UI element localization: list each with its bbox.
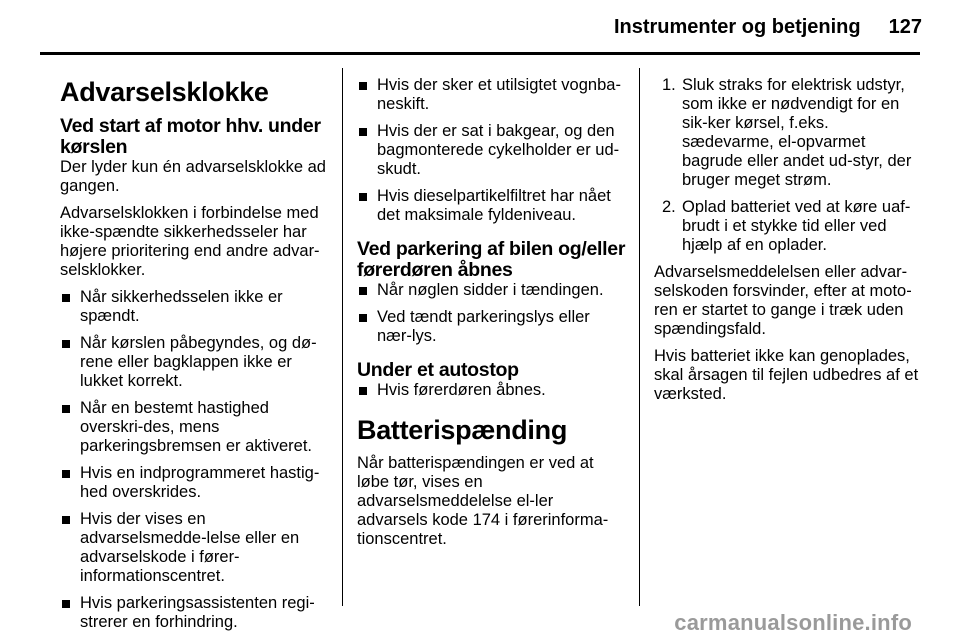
paragraph: Der lyder kun én advarselsklokke ad gangen. <box>60 158 326 195</box>
list-item: Når kørslen påbegyndes, og dø-rene eller bagklappen ikke er lukket korrekt. <box>60 334 328 391</box>
bullet-square-icon <box>359 387 367 395</box>
bullet-list <box>357 76 627 225</box>
column-divider <box>639 68 640 606</box>
bullet-square-icon <box>359 287 367 295</box>
bullet-list <box>60 288 328 632</box>
list-item: Hvis en indprogrammeret hastig-hed overskrides. <box>60 464 328 502</box>
bullet-square-icon <box>359 193 367 201</box>
page-number: 127 <box>888 16 922 38</box>
column-1 <box>60 76 328 640</box>
header-rule <box>40 52 920 55</box>
paragraph: Advarselsklokken i forbindelse med ikke-spændte sikkerhedsseler har højere prioritering end andre advar-selsklokker. <box>60 204 320 279</box>
list-item: Når nøglen sidder i tændingen. <box>357 281 627 300</box>
column-2 <box>357 76 627 557</box>
bullet-square-icon <box>359 314 367 322</box>
paragraph: Hvis batteriet ikke kan genoplades, skal årsagen til fejlen udbedres af et værksted. <box>654 347 919 403</box>
bullet-square-icon <box>62 516 70 524</box>
list-item: Hvis der vises en advarselsmedde-lelse eller en advarselskode i fører-informationscentret. <box>60 510 328 586</box>
numbered-list <box>654 76 924 255</box>
list-item: Hvis der sker et utilsigtet vognba-neskift. <box>357 76 627 114</box>
bullet-square-icon <box>62 294 70 302</box>
section-title: Instrumenter og betjening <box>613 16 861 38</box>
list-item: Hvis parkeringsassistenten regi-strerer en forhindring. <box>60 594 328 632</box>
subheading: Ved start af motor hhv. under kørslen <box>60 115 321 158</box>
bullet-square-icon <box>62 405 70 413</box>
paragraph: Advarselsmeddelelsen eller advar-selskoden forsvinder, efter at moto-ren er startet to gange i træk uden spændingsfald. <box>654 263 912 338</box>
list-item: Hvis dieselpartikelfiltret har nået det maksimale fyldeniveau. <box>357 187 627 225</box>
bullet-square-icon <box>62 340 70 348</box>
bullet-list <box>357 381 627 400</box>
list-item: Hvis førerdøren åbnes. <box>357 381 627 400</box>
section-heading: Advarselsklokke <box>60 77 269 107</box>
subheading: Under et autostop <box>357 359 519 381</box>
list-item: Når en bestemt hastighed overskri-des, mens parkeringsbremsen er aktiveret. <box>60 399 328 456</box>
list-item: Når sikkerhedsselen ikke er spændt. <box>60 288 328 326</box>
page-header <box>40 16 922 50</box>
bullet-list <box>357 281 627 346</box>
paragraph: Når batterispændingen er ved at løbe tør, vises en advarselsmeddelelse el-ler advarsels kode 174 i førerinforma-tionscentret. <box>357 454 609 548</box>
section-heading: Batterispænding <box>357 415 568 445</box>
bullet-square-icon <box>62 600 70 608</box>
bullet-square-icon <box>62 470 70 478</box>
list-item: 2. Oplad batteriet ved at køre uaf-brudt i et stykke tid eller ved hjælp af en oplader. <box>662 198 911 254</box>
list-item: Hvis der er sat i bakgear, og den bagmonterede cykelholder er ud-skudt. <box>357 122 627 179</box>
column-divider <box>342 68 343 606</box>
bullet-square-icon <box>359 82 367 90</box>
subheading: Ved parkering af bilen og/eller førerdøren åbnes <box>357 238 626 281</box>
list-item: Ved tændt parkeringslys eller nær-lys. <box>357 308 627 346</box>
column-3 <box>654 76 924 412</box>
bullet-square-icon <box>359 128 367 136</box>
watermark: carmanualsonline.info <box>674 610 912 635</box>
list-item: 1. Sluk straks for elektrisk udstyr, som ikke er nødvendigt for en sik-ker kørsel, f.eks. sædevarme, el-opvarmet bagrude eller andet ud-styr, der bruger meget strøm. <box>662 76 912 189</box>
